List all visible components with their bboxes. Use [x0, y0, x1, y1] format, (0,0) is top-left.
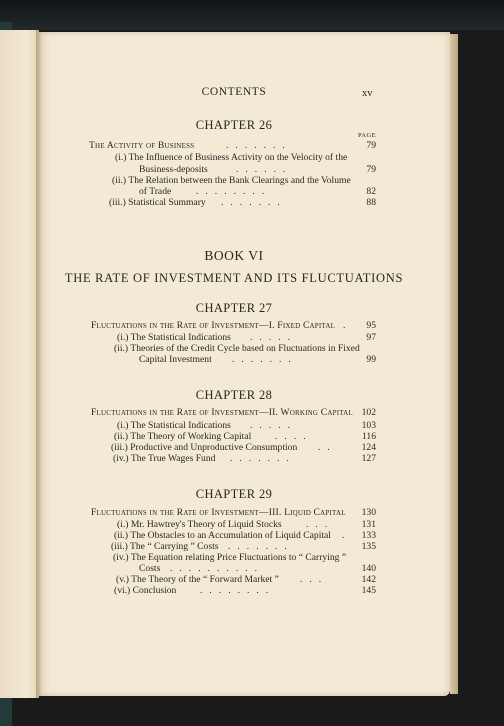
chapter-26-title: The Activity of Business [89, 140, 195, 151]
chapter-29-item-1-line1: (i.) Mr. Hawtrey's Theory of Liquid Stocks [117, 519, 282, 530]
chapter-29-heading: CHAPTER 29 [195, 487, 273, 501]
chapter-27-item-1-line1: (i.) The Statistical Indications [117, 332, 231, 343]
chapter-29-item-4-page: 140 [361, 563, 376, 574]
leader-dots: . [342, 530, 352, 541]
chapter-28-item-3-line1: (iii.) Productive and Unproductive Consumption [111, 442, 298, 453]
chapter-26-item-1-line1: (i.) The Influence of Business Activity on the Velocity of the [115, 152, 348, 163]
book-title: THE RATE OF INVESTMENT AND ITS FLUCTUATIONS [64, 271, 404, 285]
leader-dots: ....... [232, 354, 298, 365]
running-head-title: CONTENTS [201, 86, 267, 98]
leader-dots: ....... [230, 453, 296, 464]
chapter-28-item-4-line1: (iv.) The True Wages Fund [113, 453, 216, 464]
chapter-29-item-2-page: 133 [361, 530, 376, 541]
chapter-28-item-1-page: 103 [361, 420, 376, 431]
chapter-29-item-6-page: 145 [361, 585, 376, 596]
chapter-28-item-2-page: 116 [361, 431, 376, 442]
chapter-26-item-3-line1: (iii.) Statistical Summary [109, 197, 206, 208]
chapter-27-item-2-line1: (ii.) Theories of the Credit Cycle based on Fluctuations in Fixed [114, 343, 360, 354]
leader-dots: ....... [226, 140, 292, 151]
chapter-28-item-3-page: 124 [361, 442, 376, 453]
page-column-label: PAGE [358, 132, 376, 139]
leader-dots: ....... [221, 197, 287, 208]
chapter-29-item-5-page: 142 [361, 574, 376, 585]
leader-dots: . [343, 320, 353, 331]
chapter-26-page: 79 [366, 140, 376, 151]
chapter-27-title: Fluctuations in the Rate of Investment—I. Fixed Capital [91, 320, 336, 331]
chapter-27-heading: CHAPTER 27 [195, 301, 273, 315]
leader-dots: .... [275, 431, 313, 442]
chapter-28-title: Fluctuations in the Rate of Investment—II. Working Capital [91, 407, 353, 418]
leader-dots: ....... [228, 541, 294, 552]
leader-dots: ........ [196, 186, 272, 197]
chapter-26-item-1-page: 79 [366, 164, 376, 175]
chapter-29-item-4-line2: Costs [139, 563, 161, 574]
chapter-26-item-2-line2: of Trade [139, 186, 172, 197]
chapter-29-item-6-line1: (vi.) Conclusion [114, 585, 177, 596]
chapter-26-item-2-page: 82 [366, 186, 376, 197]
chapter-27-item-2-line2: Capital Investment [139, 354, 212, 365]
chapter-29-item-2-line1: (ii.) The Obstacles to an Accumulation of Liquid Capital [114, 530, 331, 541]
chapter-29-item-3-line1: (iii.) The “ Carrying ” Costs [111, 541, 219, 552]
chapter-28-heading: CHAPTER 28 [195, 388, 273, 402]
chapter-29-page: 130 [361, 507, 376, 518]
page-folio: xv [362, 88, 373, 99]
chapter-29-item-1-page: 131 [361, 519, 376, 530]
chapter-26-heading: CHAPTER 26 [195, 118, 273, 132]
leader-dots: .. [318, 442, 337, 453]
chapter-27-item-1-page: 97 [366, 332, 376, 343]
chapter-26-item-2-line1: (ii.) The Relation between the Bank Clearings and the Volume [112, 175, 351, 186]
chapter-27-page: 95 [366, 320, 376, 331]
chapter-28-item-2-line1: (ii.) The Theory of Working Capital [114, 431, 252, 442]
leader-dots: ... [300, 574, 329, 585]
leader-dots: ... [306, 519, 335, 530]
page-block-edge [450, 34, 458, 694]
facing-page [0, 30, 39, 698]
chapter-28-item-4-page: 127 [361, 453, 376, 464]
chapter-29-title: Fluctuations in the Rate of Investment—III. Liquid Capital [91, 507, 346, 518]
chapter-26-item-3-page: 88 [366, 197, 376, 208]
chapter-28-page: 102 [361, 407, 376, 418]
leader-dots: ..... [250, 332, 297, 343]
chapter-29-item-3-page: 135 [361, 541, 376, 552]
leader-dots: ..... [250, 420, 297, 431]
book-heading: BOOK VI [204, 248, 264, 263]
leader-dots: ........ [200, 585, 276, 596]
chapter-26-item-1-line2: Business-deposits [139, 164, 208, 175]
chapter-27-item-2-page: 99 [366, 354, 376, 365]
book-cover [0, 0, 504, 30]
chapter-29-item-4-line1: (iv.) The Equation relating Price Fluctuations to “ Carrying ” [113, 552, 347, 563]
leader-dots: ...... [236, 164, 293, 175]
chapter-29-item-5-line1: (v.) The Theory of the “ Forward Market ” [116, 574, 279, 585]
leader-dots: .......... [170, 563, 264, 574]
chapter-28-item-1-line1: (i.) The Statistical Indications [117, 420, 231, 431]
